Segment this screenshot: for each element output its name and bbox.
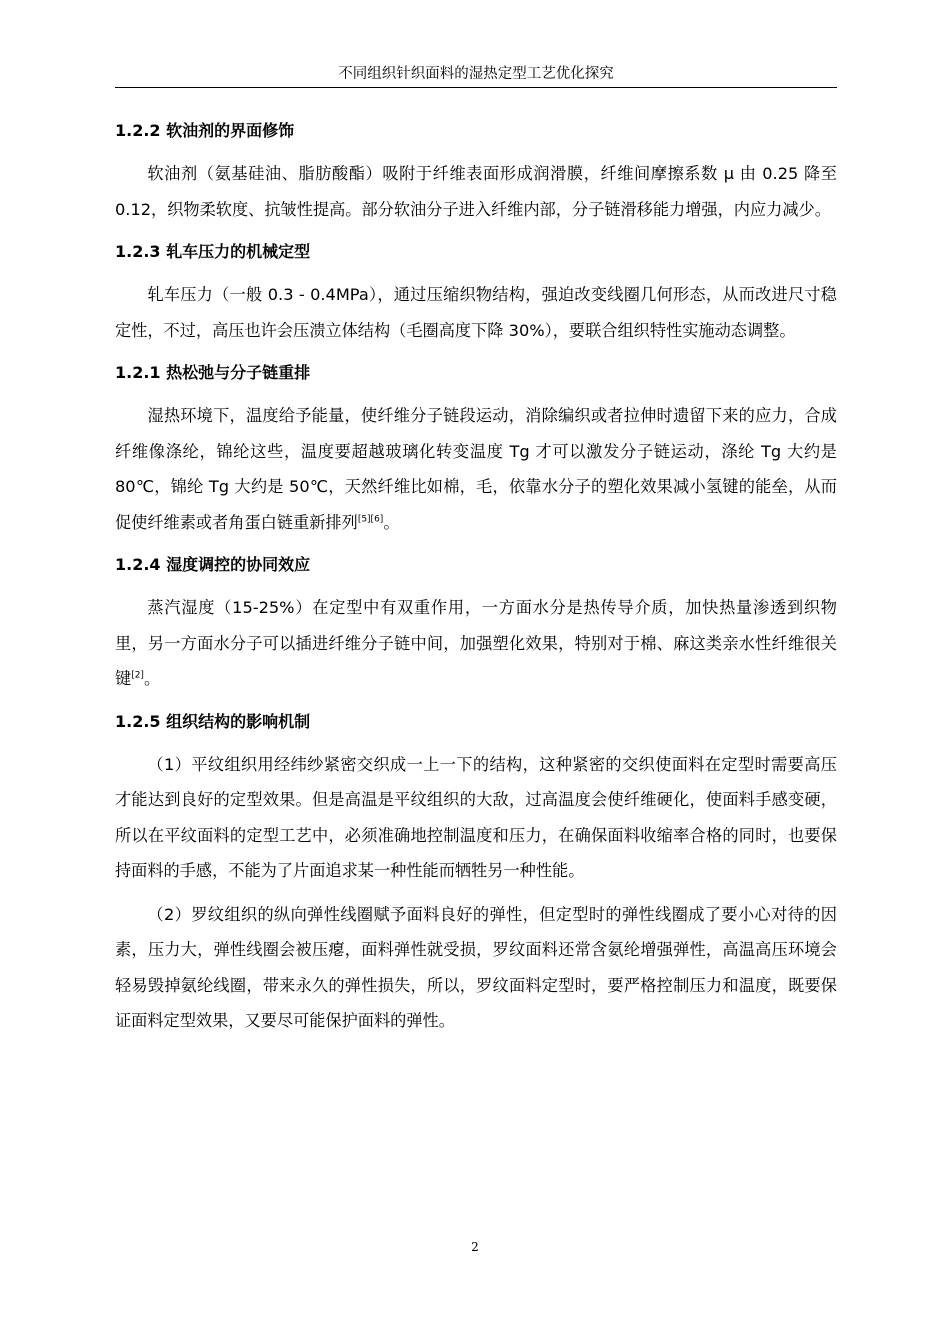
paragraph-rib-structure: （2）罗纹组织的纵向弹性线圈赋予面料良好的弹性，但定型时的弹性线圈成了要小心对待的因素，压力大，弹性线圈会被压瘪，面料弹性就受损，罗纹面料还常含氨纶增强弹性，高温高压环境会轻易毁掉氨纶线圈，带来永久的弹性损失，所以，罗纹面料定型时，要严格控制压力和温度，既要保证面料定型效果，又要尽可能保护面料的弹性。 [115, 904, 837, 1030]
page-body [115, 114, 837, 1047]
page-number: 2 [471, 1240, 479, 1254]
running-header: 不同组织针织面料的湿热定型工艺优化探究 [115, 62, 837, 88]
section-heading-1-2-5: 1.2.5 组织结构的影响机制 [115, 711, 311, 731]
section-heading-1-2-1: 1.2.1 热松弛与分子链重排 [115, 363, 311, 382]
citation-ref: [2] [131, 670, 144, 681]
paragraph-plain-weave: （1）平纹组织用经纬纱紧密交织成一上一下的结构，这种紧密的交织使面料在定型时需要高压才能达到良好的定型效果。但是高温是平纹组织的大敌，过高温度会使纤维硬化，使面料手感变硬，所以在平纹面料的定型工艺中，必须准确地控制温度和压力，在确保面料收缩率合格的同时，也要保持面料的手感，不能为了片面追求某一种性能而牺牲另一种性能。 [115, 754, 837, 880]
section-heading-1-2-2: 1.2.2 软油剂的界面修饰 [115, 121, 295, 140]
section-heading-1-2-3: 1.2.3 轧车压力的机械定型 [115, 242, 311, 261]
paragraph-padder-pressure: 轧车压力（一般 0.3 - 0.4MPa），通过压缩织物结构，强迫改变线圈几何形态，从而改进尺寸稳定性，不过，高压也许会压溃立体结构（毛圈高度下降 30%），要联合组织特性实施动态调整。 [115, 285, 837, 340]
paragraph-softener: 软油剂（氨基硅油、脂肪酸酯）吸附于纤维表面形成润滑膜，纤维间摩擦系数 μ 由 0.25 降至 0.12，织物柔软度、抗皱性提高。部分软油分子进入纤维内部，分子链滑移能力增强，内应力减少。 [115, 164, 837, 219]
paragraph-humidity: 蒸汽湿度（15-25%）在定型中有双重作用，一方面水分是热传导介质，加快热量渗透到织物里，另一方面水分子可以插进纤维分子链中间，加强塑化效果，特别对于棉、麻这类亲水性纤维很关键[2]。 [115, 598, 837, 688]
citation-ref: [5][6] [357, 514, 384, 525]
paragraph-thermal-relaxation: 湿热环境下，温度给予能量，使纤维分子链段运动，消除编织或者拉伸时遗留下来的应力，合成纤维像涤纶，锦纶这些，温度要超越玻璃化转变温度 Tg 才可以激发分子链运动，涤纶 Tg 大约是 80℃，锦纶 Tg 大约是 50℃，天然纤维比如棉，毛，依靠水分子的塑化效果减小氢键的能垒，从而促使纤维素或者角蛋白链重新排列[5][6]。 [115, 406, 837, 532]
section-heading-1-2-4: 1.2.4 湿度调控的协同效应 [115, 555, 311, 574]
